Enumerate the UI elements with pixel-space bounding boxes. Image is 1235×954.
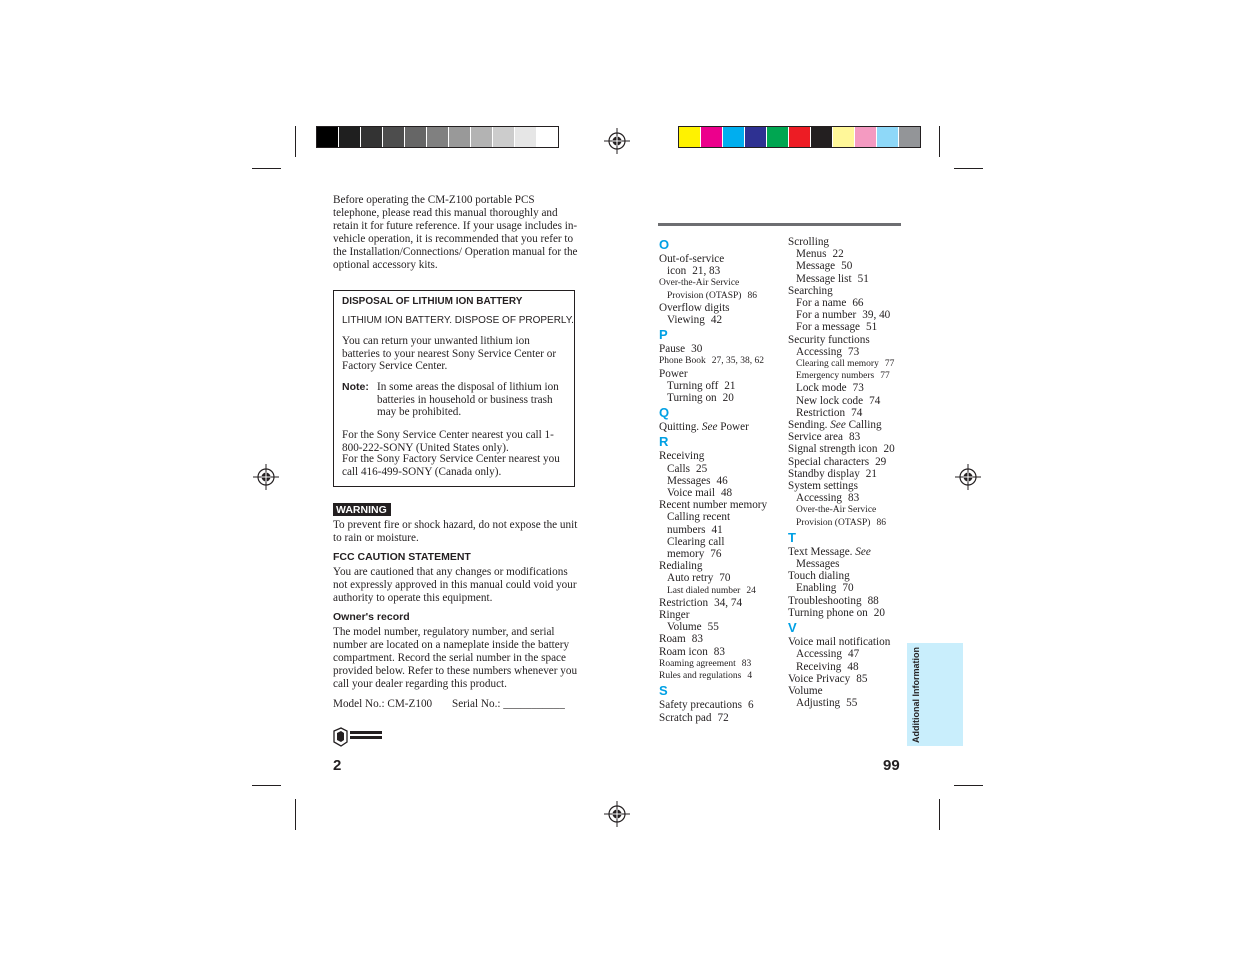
index-entry xyxy=(788,648,918,660)
registration-target-icon xyxy=(955,464,981,490)
index-entry-term: memory xyxy=(667,548,705,561)
note-text: In some areas the disposal of lithium ion batteries in household or business trash may be prohibited. xyxy=(377,381,559,419)
index-letter-heading: T xyxy=(788,529,796,545)
index-entry xyxy=(659,450,789,462)
index-entry-term: For a number xyxy=(796,309,857,322)
index-entry xyxy=(659,633,789,645)
index-entry-term: Standby display xyxy=(788,467,860,480)
index-entry-term: Message list xyxy=(796,272,852,285)
index-entry xyxy=(788,260,918,272)
index-entry-term: New lock code xyxy=(796,394,864,407)
index-entry-page: 48 xyxy=(720,487,733,500)
crop-mark xyxy=(295,799,296,830)
index-entry xyxy=(788,382,918,394)
serial-number: Serial No.: ___________ xyxy=(452,698,565,710)
index-entry xyxy=(659,392,789,404)
index-entry-term: Restriction xyxy=(659,596,709,609)
index-entry xyxy=(659,585,789,597)
index-entry xyxy=(659,658,789,670)
index-entry xyxy=(788,236,918,248)
color-swatch xyxy=(811,127,833,147)
intro-paragraph: Before operating the CM-Z100 portable PCS telephone, please read this manual thoroughly and retain it for future reference. If your usage includes in-vehicle operation, it is recommended that you refer to the Installation/Connections/ Operation manual for the optional accessory kits. xyxy=(333,194,578,271)
index-entry xyxy=(659,302,789,314)
index-entry xyxy=(788,456,918,468)
index-entry xyxy=(788,504,918,516)
index-entry-page: 74 xyxy=(851,406,863,419)
index-entry-term: Pause xyxy=(659,343,686,356)
index-entry-term: Phone Book xyxy=(659,356,706,367)
note-label: Note: xyxy=(342,381,369,393)
index-entry-term: Searching xyxy=(788,284,833,297)
index-entry xyxy=(659,572,789,584)
index-entry xyxy=(659,609,789,621)
index-entry-page: 77 xyxy=(880,371,890,382)
index-entry-page: 74 xyxy=(869,394,881,407)
index-entry xyxy=(659,621,789,633)
side-tab-label: Additional Information xyxy=(911,647,921,743)
color-swatch xyxy=(767,127,789,147)
index-entry-term: Recent number memory xyxy=(659,499,768,512)
index-entry-page: 42 xyxy=(710,314,723,327)
warning-badge: WARNING xyxy=(333,503,391,516)
index-entry xyxy=(788,297,918,309)
disposal-return-text: You can return your unwanted lithium ion batteries to your nearest Sony Service Center or Factory Service Center. xyxy=(342,335,557,373)
crop-mark xyxy=(939,126,940,157)
disposal-title: DISPOSAL OF LITHIUM ION BATTERY xyxy=(342,296,523,307)
index-entry-page: 77 xyxy=(884,359,895,370)
index-entry-page: 25 xyxy=(696,462,708,475)
index-entry-page: 46 xyxy=(716,474,728,487)
index-entry-page: 73 xyxy=(852,382,864,395)
crop-mark xyxy=(252,168,281,169)
index-entry-page: 34, 74 xyxy=(714,596,743,609)
fcc-text: You are cautioned that any changes or modifications not expressly approved in this manual could void your authority to operate this equipment. xyxy=(333,566,577,604)
index-entry-term: Power xyxy=(659,367,688,380)
color-swatch xyxy=(471,127,493,147)
index-entry xyxy=(659,253,789,265)
index-entry-page: 86 xyxy=(876,517,886,528)
index-entry-term: Adjusting xyxy=(796,697,841,710)
index-entry-term: Roaming agreement xyxy=(659,658,736,669)
index-entry xyxy=(788,595,918,607)
registration-target-icon xyxy=(604,801,630,827)
index-entry-page: 83 xyxy=(848,431,861,444)
index-entry xyxy=(788,334,918,346)
color-swatch xyxy=(833,127,855,147)
index-entry-term: Safety precautions xyxy=(659,699,742,712)
index-entry xyxy=(788,407,918,419)
index-entry-term: Auto retry xyxy=(667,572,714,585)
index-letter-heading: V xyxy=(788,620,797,636)
color-swatch xyxy=(361,127,383,147)
index-entry-term: Accessing xyxy=(796,345,842,358)
index-entry xyxy=(659,560,789,572)
index-entry-page: 55 xyxy=(846,697,858,710)
index-entry-page: 51 xyxy=(857,272,869,285)
index-letter-heading: R xyxy=(659,434,669,450)
fcc-heading: FCC CAUTION STATEMENT xyxy=(333,551,471,563)
index-entry-page: 24 xyxy=(746,585,756,596)
index-entry-term: Volume xyxy=(788,684,823,697)
color-swatch xyxy=(679,127,701,147)
index-entry-term: Restriction xyxy=(796,406,846,419)
index-entry xyxy=(659,670,789,682)
index-entry-term: Redialing xyxy=(659,560,703,573)
index-entry-term: Security functions xyxy=(788,333,870,346)
disposal-contact-us: For the Sony Service Center nearest you call 1-800-222-SONY (United States only). xyxy=(342,429,554,454)
index-entry-page: 21 xyxy=(865,467,877,480)
index-entry-page: 20 xyxy=(873,606,885,619)
index-entry-term: Provision (OTASP) xyxy=(667,290,742,301)
index-entry-term: Menus xyxy=(796,248,827,261)
index-entry-page: 83 xyxy=(847,492,860,505)
index-entry-term: Roam xyxy=(659,633,686,646)
index-entry xyxy=(788,570,918,582)
index-entry xyxy=(659,368,789,380)
color-swatch xyxy=(317,127,339,147)
index-entry-term: Troubleshooting xyxy=(788,594,862,607)
color-swatch xyxy=(515,127,537,147)
grayscale-color-bar xyxy=(316,126,559,148)
index-entry-term: Receiving xyxy=(659,450,705,463)
index-entry xyxy=(659,548,789,560)
registration-target-icon xyxy=(604,128,630,154)
color-swatch xyxy=(339,127,361,147)
index-entry-term: Accessing xyxy=(796,492,842,505)
index-entry-term: Turning on xyxy=(667,392,717,405)
index-entry-term: Service area xyxy=(788,431,843,444)
index-entry xyxy=(659,646,789,658)
color-swatch xyxy=(877,127,899,147)
color-swatch xyxy=(493,127,515,147)
index-entry xyxy=(788,419,918,431)
index-entry-term: Scrolling xyxy=(788,236,830,248)
owners-record-heading: Owner's record xyxy=(333,611,410,623)
index-entry xyxy=(788,582,918,594)
index-entry-page: 29 xyxy=(875,455,887,468)
color-swatch xyxy=(405,127,427,147)
index-entry-term: Volume xyxy=(667,621,702,634)
index-entry-page: 86 xyxy=(747,290,757,301)
color-swatch xyxy=(383,127,405,147)
index-entry xyxy=(788,636,918,648)
index-entry xyxy=(659,499,789,511)
index-column-left xyxy=(659,236,789,724)
index-entry-term: Lock mode xyxy=(796,382,847,395)
index-entry-term: Ringer xyxy=(659,609,690,622)
index-entry-page: 55 xyxy=(707,621,719,634)
index-entry-page: 48 xyxy=(847,660,859,673)
index-entry-term: For a message xyxy=(796,321,861,334)
crop-mark xyxy=(252,785,281,786)
index-entry-term: Clearing call xyxy=(667,535,725,548)
index-entry xyxy=(659,380,789,392)
index-entry-term: icon xyxy=(667,265,687,278)
index-entry xyxy=(788,607,918,619)
index-entry-page: 70 xyxy=(842,582,854,595)
index-entry-term: Message xyxy=(796,260,836,273)
index-entry xyxy=(659,343,789,355)
index-entry-term: Overflow digits xyxy=(659,301,730,314)
index-entry-term: Voice Privacy xyxy=(788,672,851,685)
index-entry xyxy=(659,536,789,548)
color-swatch xyxy=(537,127,558,147)
index-entry xyxy=(788,358,918,370)
index-entry xyxy=(788,321,918,333)
index-entry xyxy=(788,395,918,407)
index-entry-page: 21, 83 xyxy=(692,265,721,278)
index-entry-term: Messages xyxy=(796,558,840,571)
index-entry xyxy=(788,468,918,480)
index-entry xyxy=(788,346,918,358)
index-entry-page: 66 xyxy=(852,297,864,310)
index-entry-term: Roam icon xyxy=(659,645,708,658)
index-entry xyxy=(788,685,918,697)
index-entry-term: Over-the-Air Service xyxy=(796,505,877,516)
index-entry xyxy=(788,558,918,570)
index-entry-page: 6 xyxy=(747,699,754,712)
index-entry-term: Calling recent xyxy=(667,511,731,524)
index-entry-term: Turning phone on xyxy=(788,606,868,619)
index-entry-page: 85 xyxy=(856,672,868,685)
index-entry-term: Receiving xyxy=(796,660,842,673)
index-entry-term: Enabling xyxy=(796,582,837,595)
index-entry-term: Out-of-service xyxy=(659,253,725,265)
index-entry xyxy=(788,370,918,382)
index-entry-term: Messages xyxy=(667,474,711,487)
qualcomm-logo-icon xyxy=(333,727,385,747)
index-entry xyxy=(659,421,789,433)
index-entry-page: 83 xyxy=(713,645,725,658)
index-entry xyxy=(659,290,789,302)
index-entry-term: Clearing call memory xyxy=(796,359,879,370)
index-top-rule xyxy=(658,223,901,226)
index-entry-page: 83 xyxy=(691,633,703,646)
index-entry-term: Rules and regulations xyxy=(659,671,742,682)
color-swatch xyxy=(723,127,745,147)
color-swatch xyxy=(855,127,877,147)
index-entry-page: 21 xyxy=(724,379,736,392)
left-page-number: 2 xyxy=(333,757,342,774)
index-entry-term: numbers xyxy=(667,523,706,536)
process-color-bar xyxy=(678,126,921,148)
index-entry-term: Special characters xyxy=(788,455,870,468)
color-swatch xyxy=(427,127,449,147)
index-entry xyxy=(659,699,789,711)
index-entry xyxy=(659,277,789,289)
section-side-tab xyxy=(907,643,963,746)
index-entry xyxy=(659,712,789,724)
index-entry xyxy=(788,443,918,455)
index-entry-term: Provision (OTASP) xyxy=(796,517,871,528)
index-entry-page: 30 xyxy=(691,343,703,356)
index-entry-page: 20 xyxy=(722,392,734,405)
index-entry xyxy=(659,265,789,277)
owners-record-text: The model number, regulatory number, and serial number are located on a nameplate inside the battery compartment. Record the serial number in the space provided below. Refer to these numbers whenever you call your dealer regarding this product. xyxy=(333,626,578,690)
index-entry xyxy=(788,309,918,321)
index-entry-page: 39, 40 xyxy=(862,309,891,322)
index-entry xyxy=(659,511,789,523)
index-entry xyxy=(788,697,918,709)
warning-text: To prevent fire or shock hazard, do not expose the unit to rain or moisture. xyxy=(333,519,578,544)
index-entry-term: Accessing xyxy=(796,648,842,661)
index-entry-term: Voice mail notification xyxy=(788,636,891,649)
crop-mark xyxy=(295,126,296,157)
index-entry-term: Over-the-Air Service xyxy=(659,278,740,289)
index-entry xyxy=(788,431,918,443)
color-swatch xyxy=(449,127,471,147)
index-letter-heading: Q xyxy=(659,405,670,421)
index-entry-page: 50 xyxy=(841,260,853,273)
index-entry xyxy=(788,480,918,492)
index-entry xyxy=(659,597,789,609)
index-entry-page: 4 xyxy=(747,671,753,682)
index-entry-page: 70 xyxy=(719,572,731,585)
index-entry-page: 76 xyxy=(710,548,722,561)
index-entry-term: For a name xyxy=(796,297,847,310)
index-entry-page: 41 xyxy=(711,523,723,536)
index-entry-page: 22 xyxy=(832,248,844,261)
index-entry-term: Sending. See Calling xyxy=(788,419,882,432)
index-entry-page: 88 xyxy=(867,594,879,607)
color-swatch xyxy=(745,127,767,147)
index-entry xyxy=(788,661,918,673)
index-entry xyxy=(788,517,918,529)
index-entry xyxy=(788,273,918,285)
crop-mark xyxy=(954,785,983,786)
index-entry-term: Text Message. See xyxy=(788,545,871,558)
index-entry-term: Last dialed number xyxy=(667,585,741,596)
battery-disposal-box xyxy=(333,290,575,487)
color-swatch xyxy=(701,127,723,147)
index-entry-page: 20 xyxy=(883,443,895,456)
index-letter-heading: S xyxy=(659,683,668,699)
disposal-contact-canada: For the Sony Factory Service Center nearest you call 416-499-SONY (Canada only). xyxy=(342,453,560,478)
index-entry xyxy=(659,524,789,536)
disposal-subtitle: LITHIUM ION BATTERY. DISPOSE OF PROPERLY. xyxy=(342,315,574,326)
index-letter-heading: P xyxy=(659,327,668,343)
index-entry-term: System settings xyxy=(788,480,858,493)
crop-mark xyxy=(954,168,983,169)
index-entry-page: 47 xyxy=(847,648,860,661)
index-entry xyxy=(788,248,918,260)
index-entry-term: Calls xyxy=(667,462,690,475)
index-entry-page: 51 xyxy=(866,321,878,334)
index-entry-page: 27, 35, 38, 62 xyxy=(711,356,764,367)
index-entry-term: Quitting. See Power xyxy=(659,421,749,434)
index-entry-page: 83 xyxy=(741,658,752,669)
index-entry xyxy=(788,492,918,504)
index-entry-term: Signal strength icon xyxy=(788,443,878,456)
index-entry xyxy=(788,285,918,297)
index-entry-term: Viewing xyxy=(667,314,705,327)
color-swatch xyxy=(899,127,920,147)
index-entry-term: Touch dialing xyxy=(788,570,850,583)
index-entry-term: Scratch pad xyxy=(659,711,712,724)
index-column-right xyxy=(788,236,918,709)
registration-target-icon xyxy=(253,464,279,490)
index-entry-page: 73 xyxy=(847,345,860,358)
index-entry xyxy=(659,314,789,326)
right-page-number: 99 xyxy=(883,757,900,774)
index-entry xyxy=(788,673,918,685)
color-swatch xyxy=(789,127,811,147)
index-entry-page: 72 xyxy=(717,711,729,724)
index-entry xyxy=(659,355,789,367)
index-entry xyxy=(788,546,918,558)
model-number: Model No.: CM-Z100 xyxy=(333,698,433,710)
index-entry xyxy=(659,487,789,499)
index-entry xyxy=(659,475,789,487)
qualcomm-logo xyxy=(333,727,385,747)
index-entry-term: Voice mail xyxy=(667,487,715,500)
crop-mark xyxy=(939,799,940,830)
index-entry-term: Turning off xyxy=(667,379,719,392)
index-entry xyxy=(659,463,789,475)
index-entry-term: Emergency numbers xyxy=(796,371,875,382)
index-letter-heading: O xyxy=(659,237,670,252)
